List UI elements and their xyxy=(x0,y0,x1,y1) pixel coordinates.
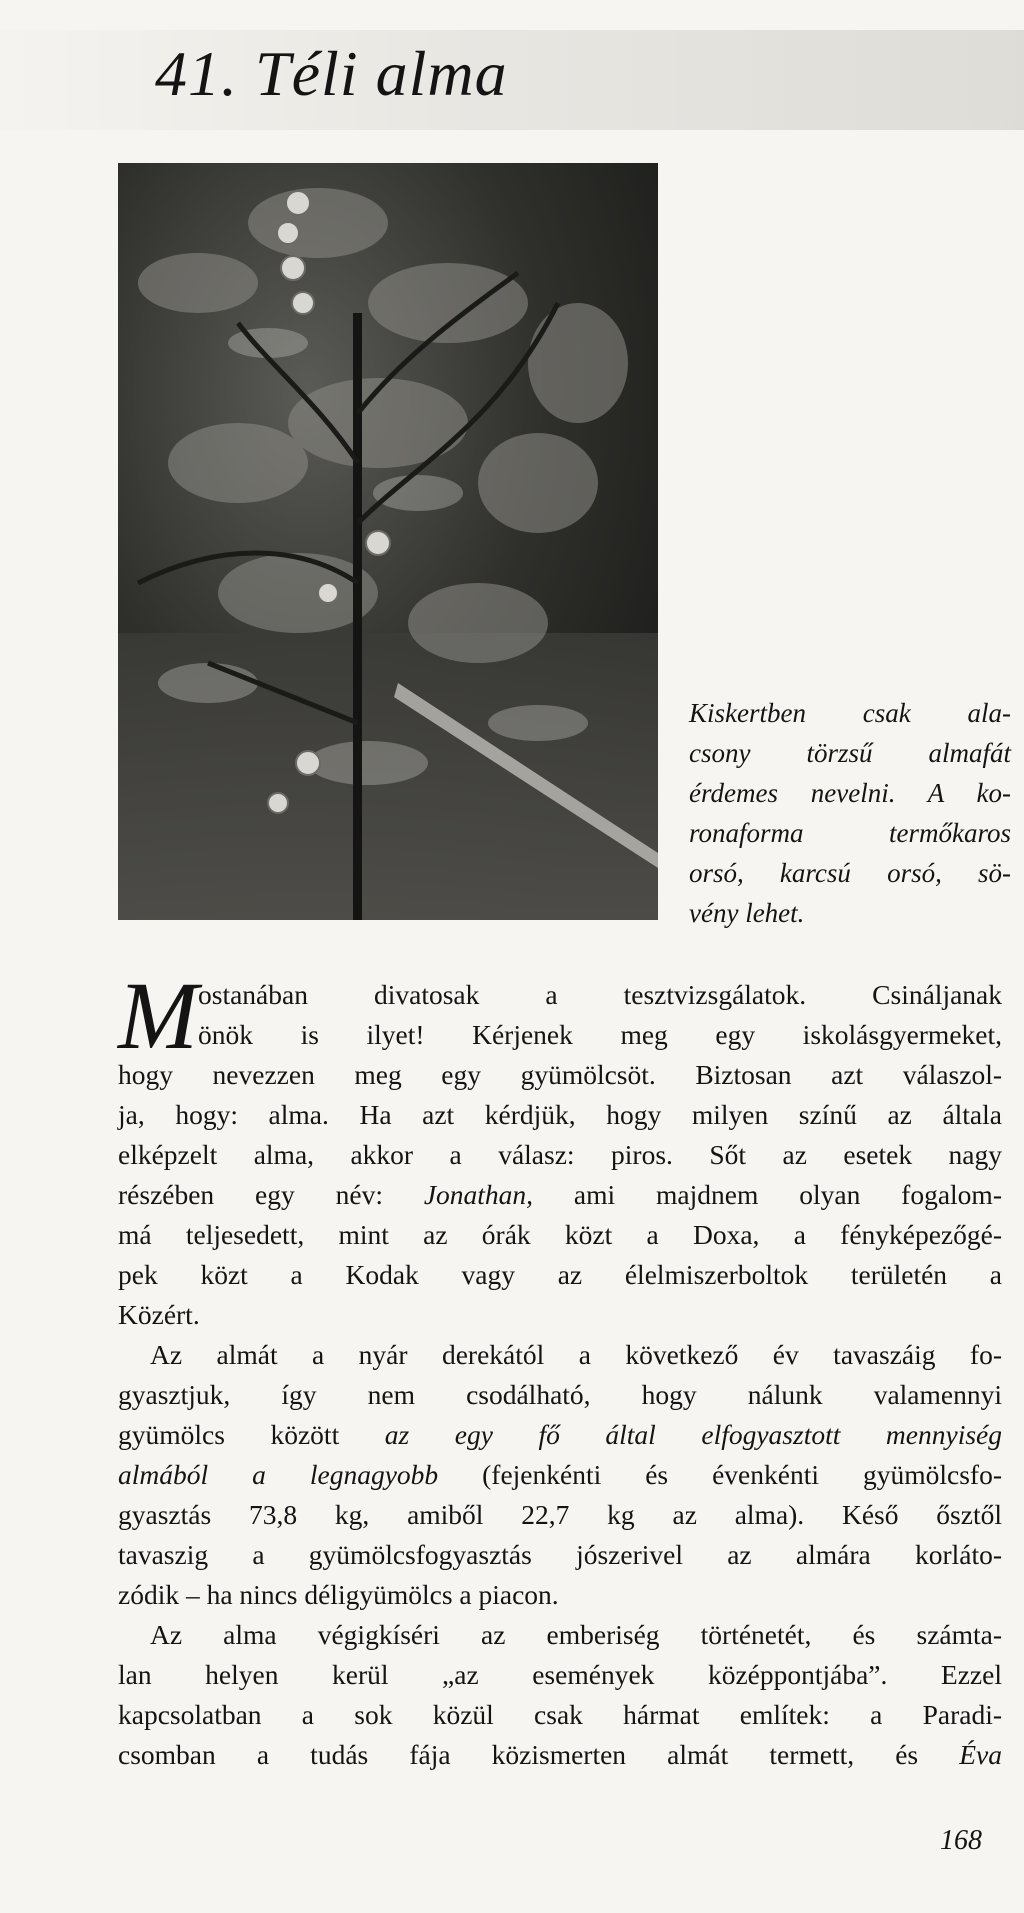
body-text xyxy=(118,975,1002,1775)
text-run: részében egy név: xyxy=(118,1179,424,1210)
text-line: gyasztás 73,8 kg, amiből 22,7 kg az alma). Késő ősztől xyxy=(118,1499,1002,1530)
text-line: ostanában divatosak a tesztvizsgálatok. Csináljanak xyxy=(198,979,1002,1010)
text-line: má teljesedett, mint az órák közt a Doxa, a fényképezőgé- xyxy=(118,1219,1002,1250)
text-line xyxy=(118,1455,1002,1495)
apple-tree-illustration xyxy=(118,163,658,920)
text-line xyxy=(118,1175,1002,1215)
page-number: 168 xyxy=(940,1825,982,1856)
text-line xyxy=(118,1415,1002,1455)
caption-line: érdemes nevelni. A ko- xyxy=(689,778,1011,808)
caption-line: vény lehet. xyxy=(689,898,805,928)
text-line xyxy=(118,1735,1002,1775)
text-line: lan helyen kerül „az események középpontjába”. Ezzel xyxy=(118,1659,1002,1690)
apple-tree-photo xyxy=(118,163,658,920)
paragraph-1 xyxy=(118,975,1002,1335)
caption-line: ronaforma termőkaros xyxy=(689,818,1011,848)
text-line: zódik – ha nincs déligyümölcs a piacon. xyxy=(118,1579,559,1610)
italic-phrase: az egy fő által elfogyasztott mennyiség xyxy=(384,1419,1002,1450)
text-line: Az almát a nyár derekától a következő év tavaszáig fo- xyxy=(150,1339,1002,1370)
photo-caption xyxy=(689,693,1011,933)
text-run: ami majdnem olyan fogalom- xyxy=(533,1179,1002,1210)
text-line: hogy nevezzen meg egy gyümölcsöt. Biztosan azt válaszol- xyxy=(118,1059,1002,1090)
text-line: önök is ilyet! Kérjenek meg egy iskolásgyermeket, xyxy=(198,1019,1002,1050)
text-line: gyasztjuk, így nem csodálható, hogy nálunk valamennyi xyxy=(118,1379,1002,1410)
text-line: Közért. xyxy=(118,1299,200,1330)
paragraph-3 xyxy=(118,1615,1002,1775)
text-run: (fejenkénti és évenkénti gyümölcsfo- xyxy=(438,1459,1002,1490)
page-title: 41. Téli alma xyxy=(155,38,508,109)
text-line: elképzelt alma, akkor a válasz: piros. Sőt az esetek nagy xyxy=(118,1139,1002,1170)
italic-name: Éva xyxy=(959,1739,1002,1770)
caption-line: orsó, karcsú orsó, sö- xyxy=(689,858,1011,888)
text-line: ja, hogy: alma. Ha azt kérdjük, hogy milyen színű az általa xyxy=(118,1099,1002,1130)
text-line: kapcsolatban a sok közül csak hármat említek: a Paradi- xyxy=(118,1699,1002,1730)
drop-cap: M xyxy=(118,962,198,1069)
italic-phrase: almából a legnagyobb xyxy=(118,1459,439,1490)
caption-line: csony törzsű almafát xyxy=(689,738,1011,768)
text-line: pek közt a Kodak vagy az élelmiszerboltok területén a xyxy=(118,1259,1002,1290)
text-run: csomban a tudás fája közismerten almát termett, és xyxy=(118,1739,960,1770)
top-shading-band xyxy=(0,30,1024,130)
paragraph-2 xyxy=(118,1335,1002,1615)
text-run: gyümölcs között xyxy=(118,1419,385,1450)
caption-line: Kiskertben csak ala- xyxy=(689,698,1011,728)
text-line: Az alma végigkíséri az emberiség történetét, és számta- xyxy=(150,1619,1002,1650)
italic-name: Jonathan, xyxy=(423,1179,534,1210)
text-line: tavaszig a gyümölcsfogyasztás jószerivel az almára korláto- xyxy=(118,1539,1002,1570)
